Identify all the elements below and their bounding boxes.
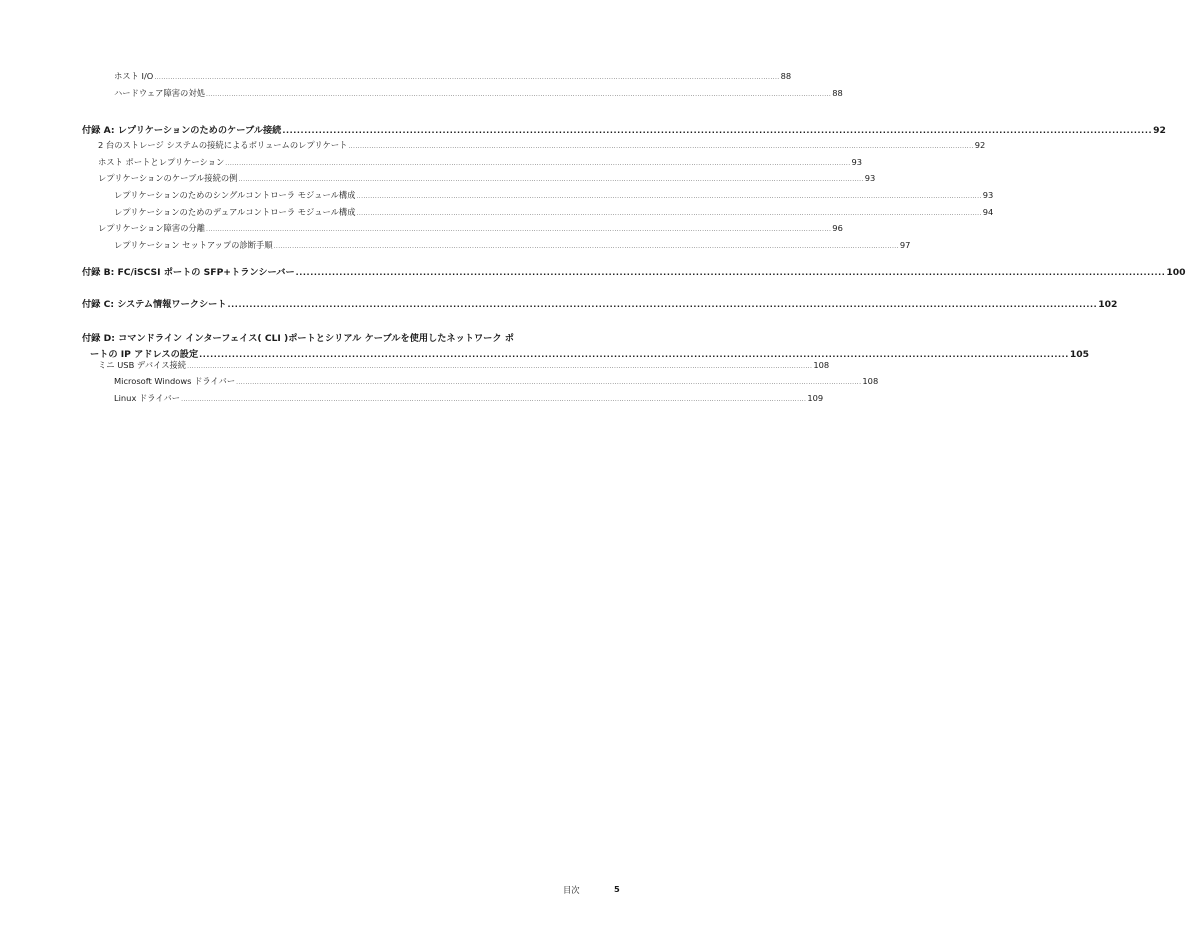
toc-entry-title: レプリケーションのケーブル接続の例	[98, 173, 238, 183]
toc-entry-title: 2 台のストレージ システムの接続によるボリュームのレプリケート	[98, 140, 348, 150]
toc-entry-diagnostic-steps[interactable]	[114, 239, 911, 251]
toc-entry-appendix-d[interactable]	[82, 330, 1090, 360]
toc-entry-title: Microsoft Windows ドライバー	[114, 376, 236, 386]
toc-entry-title: Linux ドライバー	[114, 393, 181, 403]
toc-entry-page: 93	[851, 157, 863, 167]
toc-entry-page: 102	[1098, 299, 1118, 310]
dot-leader: ...............................................................................................................................................................................................................................................................................	[356, 193, 982, 200]
toc-entry-title: ミニ USB デバイス接続	[98, 360, 187, 370]
toc-entry-title: ホスト I/O	[114, 71, 154, 81]
toc-entry-hardware-failure[interactable]	[114, 87, 843, 99]
toc-entry-page: 93	[864, 173, 876, 183]
toc-entry-title: ハードウェア障害の対処	[114, 88, 205, 98]
toc-entry-host-io[interactable]	[114, 70, 792, 82]
toc-entry-title: レプリケーションのためのデュアルコントローラ モジュール構成	[114, 207, 356, 217]
dot-leader: ...............................................................................................................................................................................................................................................................................	[225, 160, 851, 167]
dot-leader: ...............................................................................................................................................................................................................................................	[199, 350, 1069, 359]
dot-leader: ...............................................................................................................................................................................................................................................................................	[273, 243, 899, 250]
toc-entry-title: レプリケーション障害の分離	[98, 223, 206, 233]
dot-leader: ...............................................................................................................................................................................................................................................................................	[356, 210, 982, 217]
dot-leader: ...............................................................................................................................................................................................................................................	[295, 268, 1166, 277]
toc-entry-replicate-volumes[interactable]	[98, 139, 986, 151]
dot-leader: ...............................................................................................................................................................................................................................................................................	[187, 363, 813, 370]
toc-entry-page: 105	[1069, 349, 1090, 360]
dot-leader: ...............................................................................................................................................................................................................................................	[282, 126, 1153, 135]
toc-entry-appendix-b[interactable]	[82, 264, 1186, 278]
toc-entry-page: 96	[832, 223, 843, 233]
toc-entry-title: 付録 C: システム情報ワークシート	[82, 299, 227, 310]
toc-entry-page: 108	[813, 360, 830, 370]
toc-entry-page: 100	[1166, 267, 1186, 278]
toc-entry-title: 付録 D: コマンドライン インターフェイス( CLI )ポートとシリアル ケーブルを使用したネットワーク ポ	[82, 333, 514, 344]
toc-entry-line2	[82, 346, 1090, 360]
toc-entry-page: 92	[1153, 125, 1166, 136]
toc-entry-appendix-a[interactable]	[82, 122, 1166, 136]
toc-entry-title-continued: ートの IP アドレスの設定	[90, 349, 199, 360]
toc-entry-fault-isolation[interactable]	[98, 222, 843, 234]
toc-entry-mini-usb[interactable]	[98, 359, 830, 371]
footer-page-number: 5	[614, 884, 620, 894]
toc-entry-page: 88	[832, 88, 843, 98]
toc-entry-windows-driver[interactable]	[114, 375, 879, 387]
toc-entry-title: レプリケーションのためのシングルコントローラ モジュール構成	[114, 190, 356, 200]
toc-entry-cabling-examples[interactable]	[98, 172, 876, 184]
toc-entry-single-controller[interactable]	[114, 189, 994, 201]
dot-leader: ...............................................................................................................................................................................................................................................................................	[236, 379, 862, 386]
toc-entry-title: レプリケーション セットアップの診断手順	[114, 240, 273, 250]
toc-entry-title: 付録 B: FC/iSCSI ポートの SFP+トランシーバー	[82, 267, 295, 278]
toc-entry-page: 108	[862, 376, 879, 386]
dot-leader: ...............................................................................................................................................................................................................................................................................	[206, 226, 832, 233]
dot-leader: ...............................................................................................................................................................................................................................................	[227, 300, 1098, 309]
toc-entry-page: 88	[780, 71, 792, 81]
toc-entry-title: ホスト ポートとレプリケーション	[98, 157, 225, 167]
toc-entry-page: 93	[982, 190, 994, 200]
toc-entry-host-port-replication[interactable]	[98, 156, 863, 168]
toc-entry-appendix-c[interactable]	[82, 296, 1118, 310]
toc-entry-page: 97	[899, 240, 911, 250]
toc-entry-dual-controller[interactable]	[114, 206, 994, 218]
toc-entry-page: 109	[807, 393, 824, 403]
toc-entry-page: 94	[982, 207, 994, 217]
dot-leader: ...............................................................................................................................................................................................................................................................................	[348, 143, 974, 150]
toc-entry-linux-driver[interactable]	[114, 392, 824, 404]
toc-entry-title: 付録 A: レプリケーションのためのケーブル接続	[82, 125, 282, 136]
dot-leader: ...............................................................................................................................................................................................................................................................................	[205, 91, 832, 98]
dot-leader: ...............................................................................................................................................................................................................................................................................	[154, 74, 780, 81]
toc-entry-page: 92	[974, 140, 986, 150]
footer-section-label: 目次	[563, 885, 580, 895]
dot-leader: ...............................................................................................................................................................................................................................................................................	[238, 176, 864, 183]
dot-leader: ...............................................................................................................................................................................................................................................................................	[181, 396, 807, 403]
